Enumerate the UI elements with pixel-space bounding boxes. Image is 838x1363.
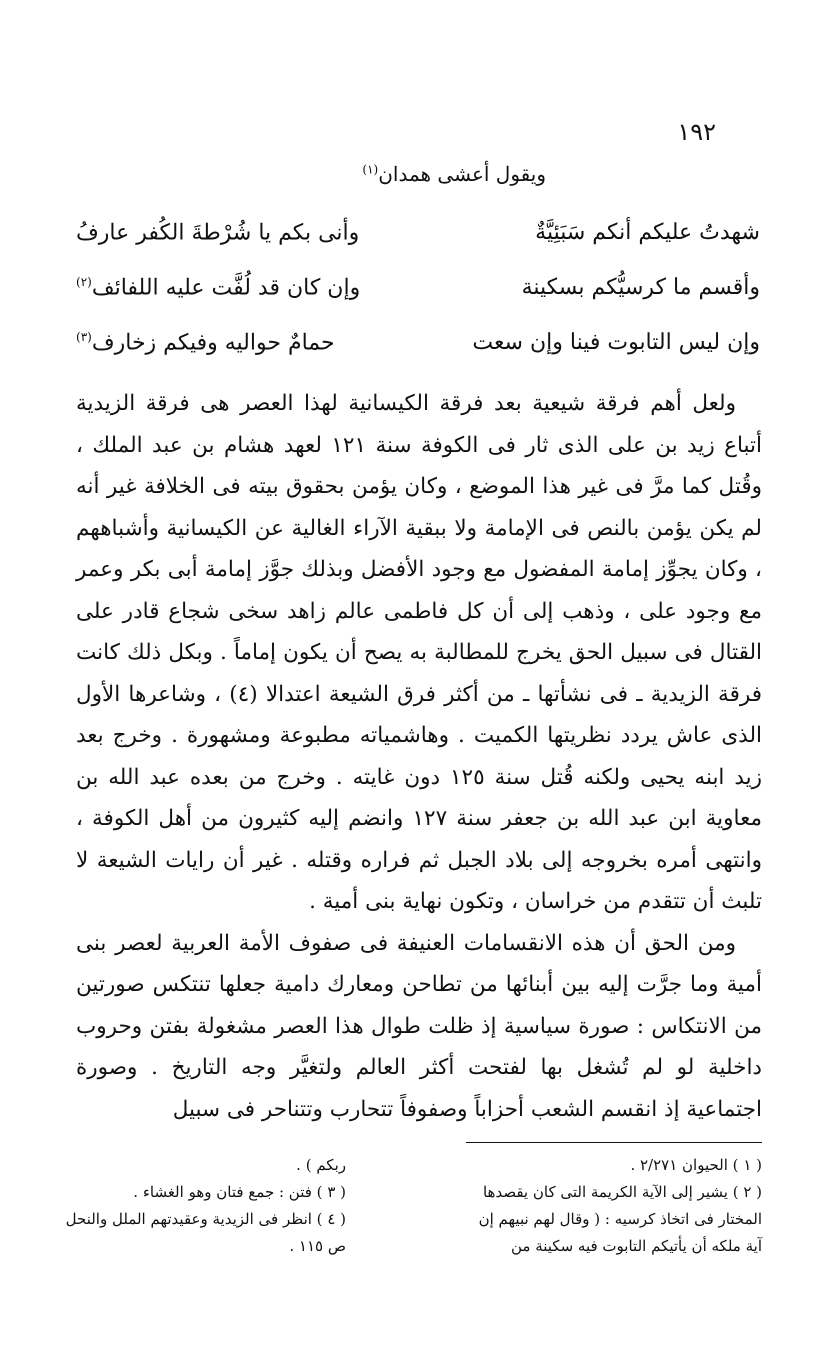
footnote-ref-2: (٢) bbox=[76, 275, 92, 289]
poem-verse bbox=[76, 318, 760, 373]
paragraph: ومن الحق أن هذه الانقسامات العنيفة فى صفوف الأمة العربية لعصر بنى أمية وما جرَّت إليه بين أبنائها من تطاحن ومعارك دامية جعلها تنتكس صورتين من الانتكاس : صورة سياسية إذ ظلت طوال هذا العصر مشغولة بفتن وحروب داخلية لو لم تُشغل بها لفتحت أكثر العالم ولتغيَّر وجه التاريخ . وصورة اجتماعية إذ انقسم الشعب أحزاباً وصفوفاً تتحارب وتتناحر فى سبيل bbox=[76, 930, 762, 1122]
verse-second-text: حمامٌ حواليه وفيكم زخارف bbox=[91, 330, 335, 356]
footnote-line: ( ١ ) الحيوان ٢/٢٧١ . bbox=[630, 1156, 762, 1174]
poem-verse bbox=[76, 208, 760, 263]
footnote-line: ( ٤ ) انظر فى الزيدية وعقيدتهم الملل والنحل bbox=[65, 1210, 346, 1228]
poem-intro bbox=[362, 162, 546, 186]
footnote-line: ( ٣ ) فتن : جمع فتان وهو الغشاء . bbox=[133, 1183, 346, 1201]
footnotes-right-column bbox=[412, 1152, 762, 1260]
footnote-line: المختار فى اتخاذ كرسيه : ( وقال لهم نبيهم إن bbox=[478, 1210, 762, 1228]
paragraph: ولعل أهم فرقة شيعية بعد فرقة الكيسانية لهذا العصر هى فرقة الزيدية أتباع زيد بن على الذى ثار فى الكوفة سنة ١٢١ لعهد هشام بن عبد الملك ، وقُتل كما مرَّ فى غير هذا الموضع ، وكان يؤمن بحقوق بيته فى الخلافة غير أنه لم يكن يؤمن بالنص فى الإمامة ولا ببقية الآراء الغالية عن الكيسانية وأشباههم ، وكان يجوِّز إمامة المفضول مع وجود الأفضل وبذلك جوَّز إمامة أبى بكر وعمر مع وجود على ، وذهب إلى أن كل فاطمى عالم زاهد سخى شجاع قادر على القتال فى سبيل الحق يخرج للمطالبة به يصح أن يكون إماماً . وبكل ذلك كانت فرقة الزيدية ـ فى نشأتها ـ من أكثر فرق الشيعة اعتدالا (٤) ، وشاعرها الأول الذى عاش يردد نظريتها الكميت . وهاشمياته مطبوعة ومشهورة . وخرج بعد زيد ابنه يحيى ولكنه قُتل سنة ١٢٥ دون غايته . وخرج من بعده عبد الله بن معاوية ابن عبد الله بن جعفر سنة ١٢٧ وانضم إليه كثيرون من أهل الكوفة ، وانتهى أمره بخروجه إلى بلاد الجبل ثم فراره وقتله . غير أن رايات الشيعة لا تلبث أن تتقدم من خراسان ، وتكون نهاية بنى أمية . bbox=[76, 391, 762, 914]
verse-second-hemistich bbox=[76, 330, 416, 355]
verse-second-text: وأنى بكم يا شُرْطةَ الكُفر عارفُ bbox=[76, 220, 360, 246]
footnote-line: آية ملكه أن يأتيكم التابوت فيه سكينة من bbox=[510, 1237, 762, 1255]
footnotes-left-column bbox=[65, 1152, 346, 1260]
footnote-line: ربكم ) . bbox=[296, 1156, 346, 1174]
verse-first-hemistich: شهدتُ عليكم أنكم سَبَئِيَّةٌ bbox=[535, 220, 760, 245]
footnote-separator bbox=[466, 1142, 762, 1143]
footnote-line: ص ١١٥ . bbox=[289, 1237, 346, 1255]
footnote-line: ( ٢ ) يشير إلى الآية الكريمة التى كان يقصدها bbox=[482, 1183, 762, 1201]
poem-intro-text: ويقول أعشى همدان bbox=[378, 162, 546, 186]
verse-second-text: وإن كان قد لُفَّت عليه اللفائف bbox=[91, 275, 361, 301]
footnote-ref-3: (٣) bbox=[76, 330, 92, 344]
body-text bbox=[76, 383, 762, 1130]
verse-first-hemistich: وإن ليس التابوت فينا وإن سعت bbox=[472, 330, 760, 355]
verse-second-hemistich bbox=[76, 275, 416, 300]
poem-verse bbox=[76, 263, 760, 318]
page-number: ١٩٢ bbox=[677, 118, 716, 146]
footnote-ref-1: (١) bbox=[362, 162, 379, 177]
verse-first-hemistich: وأقسم ما كرسيُّكم بسكينة bbox=[521, 275, 760, 300]
verse-second-hemistich bbox=[76, 220, 416, 245]
poem bbox=[76, 208, 760, 373]
